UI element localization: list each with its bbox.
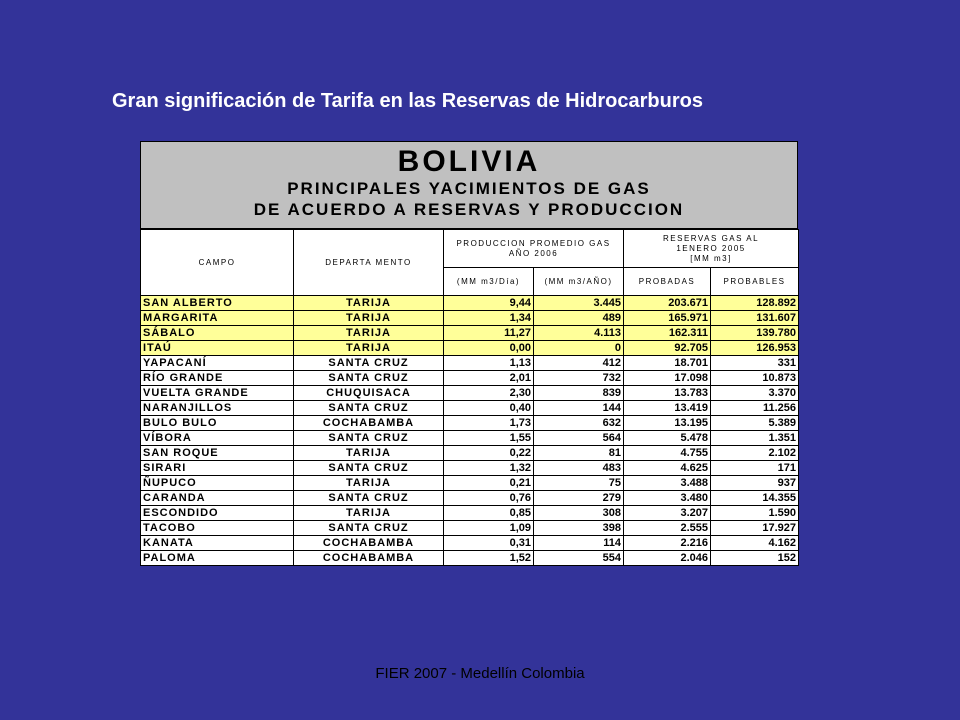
table-row [141, 461, 799, 476]
cell-departamento: TARIJA [294, 311, 444, 326]
table-row [141, 491, 799, 506]
cell-probables: 3.370 [711, 386, 799, 401]
cell-probadas: 18.701 [624, 356, 711, 371]
cell-produccion-dia: 0,40 [444, 401, 534, 416]
cell-produccion-dia: 1,13 [444, 356, 534, 371]
cell-produccion-dia: 0,22 [444, 446, 534, 461]
cell-probables: 126.953 [711, 341, 799, 356]
cell-campo: ITAÚ [141, 341, 294, 356]
cell-probables: 2.102 [711, 446, 799, 461]
cell-probadas: 4.625 [624, 461, 711, 476]
cell-probables: 1.351 [711, 431, 799, 446]
cell-departamento: TARIJA [294, 341, 444, 356]
cell-produccion-dia: 1,52 [444, 551, 534, 566]
header-campo: CAMPO [141, 230, 294, 296]
cell-probables: 17.927 [711, 521, 799, 536]
cell-produccion-anio: 81 [534, 446, 624, 461]
cell-produccion-anio: 308 [534, 506, 624, 521]
cell-probadas: 13.783 [624, 386, 711, 401]
cell-probadas: 3.480 [624, 491, 711, 506]
slide-title: Gran significación de Tarifa en las Reservas de Hidrocarburos [112, 90, 703, 112]
cell-produccion-anio: 412 [534, 356, 624, 371]
cell-departamento: SANTA CRUZ [294, 491, 444, 506]
cell-produccion-anio: 279 [534, 491, 624, 506]
cell-produccion-dia: 1,09 [444, 521, 534, 536]
banner-line-2: DE ACUERDO A RESERVAS Y PRODUCCION [253, 200, 685, 219]
cell-campo: VÍBORA [141, 431, 294, 446]
reserves-table [140, 141, 798, 566]
cell-campo: TACOBO [141, 521, 294, 536]
cell-produccion-anio: 732 [534, 371, 624, 386]
cell-probadas: 2.216 [624, 536, 711, 551]
table-row [141, 341, 799, 356]
cell-produccion-anio: 632 [534, 416, 624, 431]
cell-produccion-dia: 9,44 [444, 296, 534, 311]
cell-produccion-anio: 564 [534, 431, 624, 446]
cell-produccion-dia: 0,31 [444, 536, 534, 551]
header-produccion: PRODUCCION PROMEDIO GAS AÑO 2006 [444, 230, 624, 268]
cell-probadas: 13.419 [624, 401, 711, 416]
cell-probadas: 3.207 [624, 506, 711, 521]
cell-probables: 152 [711, 551, 799, 566]
cell-probables: 10.873 [711, 371, 799, 386]
cell-produccion-anio: 3.445 [534, 296, 624, 311]
cell-departamento: SANTA CRUZ [294, 401, 444, 416]
cell-departamento: SANTA CRUZ [294, 521, 444, 536]
cell-departamento: TARIJA [294, 446, 444, 461]
cell-produccion-anio: 398 [534, 521, 624, 536]
table-row [141, 446, 799, 461]
cell-probadas: 17.098 [624, 371, 711, 386]
cell-campo: MARGARITA [141, 311, 294, 326]
cell-produccion-dia: 1,32 [444, 461, 534, 476]
cell-produccion-anio: 75 [534, 476, 624, 491]
table-row [141, 371, 799, 386]
header-probadas: PROBADAS [624, 268, 711, 296]
footer-text: FIER 2007 - Medellín Colombia [375, 665, 585, 682]
banner-country: BOLIVIA [397, 145, 541, 178]
header-departamento: DEPARTA MENTO [294, 230, 444, 296]
table-row [141, 431, 799, 446]
cell-probadas: 165.971 [624, 311, 711, 326]
cell-campo: SÁBALO [141, 326, 294, 341]
cell-probadas: 162.311 [624, 326, 711, 341]
cell-probables: 11.256 [711, 401, 799, 416]
table-row [141, 401, 799, 416]
cell-produccion-anio: 4.113 [534, 326, 624, 341]
cell-campo: ESCONDIDO [141, 506, 294, 521]
table-row [141, 506, 799, 521]
cell-campo: BULO BULO [141, 416, 294, 431]
table-row [141, 416, 799, 431]
header-anio: (MM m3/AÑO) [534, 268, 624, 296]
header-reservas [624, 230, 799, 268]
cell-produccion-anio: 483 [534, 461, 624, 476]
cell-campo: NARANJILLOS [141, 401, 294, 416]
cell-produccion-dia: 1,34 [444, 311, 534, 326]
header-reservas-line-3: [MM m3] [690, 253, 732, 263]
header-reservas-line-2: 1ENERO 2005 [676, 243, 746, 253]
cell-probadas: 2.555 [624, 521, 711, 536]
cell-departamento: CHUQUISACA [294, 386, 444, 401]
cell-probables: 171 [711, 461, 799, 476]
cell-campo: VUELTA GRANDE [141, 386, 294, 401]
cell-produccion-dia: 0,21 [444, 476, 534, 491]
cell-probables: 331 [711, 356, 799, 371]
cell-probadas: 3.488 [624, 476, 711, 491]
cell-departamento: SANTA CRUZ [294, 461, 444, 476]
header-probables: PROBABLES [711, 268, 799, 296]
cell-campo: RÍO GRANDE [141, 371, 294, 386]
cell-probadas: 13.195 [624, 416, 711, 431]
cell-departamento: TARIJA [294, 476, 444, 491]
cell-produccion-anio: 839 [534, 386, 624, 401]
table-row [141, 536, 799, 551]
table-row [141, 311, 799, 326]
cell-campo: SAN ROQUE [141, 446, 294, 461]
cell-probadas: 4.755 [624, 446, 711, 461]
cell-departamento: SANTA CRUZ [294, 371, 444, 386]
cell-produccion-anio: 554 [534, 551, 624, 566]
cell-produccion-anio: 489 [534, 311, 624, 326]
cell-produccion-anio: 114 [534, 536, 624, 551]
cell-departamento: COCHABAMBA [294, 551, 444, 566]
header-reservas-line-1: RESERVAS GAS AL [663, 233, 760, 243]
cell-produccion-dia: 2,01 [444, 371, 534, 386]
cell-probables: 14.355 [711, 491, 799, 506]
cell-probables: 128.892 [711, 296, 799, 311]
cell-departamento: COCHABAMBA [294, 416, 444, 431]
cell-departamento: TARIJA [294, 296, 444, 311]
cell-probadas: 2.046 [624, 551, 711, 566]
cell-produccion-dia: 11,27 [444, 326, 534, 341]
table-row [141, 386, 799, 401]
cell-campo: PALOMA [141, 551, 294, 566]
cell-campo: SIRARI [141, 461, 294, 476]
cell-produccion-anio: 144 [534, 401, 624, 416]
cell-produccion-dia: 0,85 [444, 506, 534, 521]
table-body [141, 296, 799, 566]
cell-departamento: COCHABAMBA [294, 536, 444, 551]
cell-probadas: 203.671 [624, 296, 711, 311]
table-row [141, 476, 799, 491]
cell-campo: KANATA [141, 536, 294, 551]
banner-line-1: PRINCIPALES YACIMIENTOS DE GAS [287, 179, 651, 198]
cell-probables: 5.389 [711, 416, 799, 431]
table-row [141, 521, 799, 536]
cell-departamento: SANTA CRUZ [294, 356, 444, 371]
cell-produccion-dia: 2,30 [444, 386, 534, 401]
cell-campo: SAN ALBERTO [141, 296, 294, 311]
cell-produccion-dia: 1,73 [444, 416, 534, 431]
cell-campo: YAPACANÍ [141, 356, 294, 371]
table-banner [140, 141, 798, 229]
table-row [141, 356, 799, 371]
cell-produccion-dia: 1,55 [444, 431, 534, 446]
table-row [141, 296, 799, 311]
cell-produccion-dia: 0,00 [444, 341, 534, 356]
cell-departamento: TARIJA [294, 326, 444, 341]
cell-produccion-dia: 0,76 [444, 491, 534, 506]
table-row [141, 551, 799, 566]
cell-probadas: 5.478 [624, 431, 711, 446]
cell-campo: CARANDA [141, 491, 294, 506]
cell-produccion-anio: 0 [534, 341, 624, 356]
cell-probables: 4.162 [711, 536, 799, 551]
header-dia: (MM m3/Día) [444, 268, 534, 296]
cell-probables: 937 [711, 476, 799, 491]
cell-campo: ÑUPUCO [141, 476, 294, 491]
cell-probadas: 92.705 [624, 341, 711, 356]
data-table [140, 229, 799, 566]
table-row [141, 326, 799, 341]
cell-probables: 131.607 [711, 311, 799, 326]
cell-departamento: SANTA CRUZ [294, 431, 444, 446]
cell-departamento: TARIJA [294, 506, 444, 521]
cell-probables: 1.590 [711, 506, 799, 521]
cell-probables: 139.780 [711, 326, 799, 341]
